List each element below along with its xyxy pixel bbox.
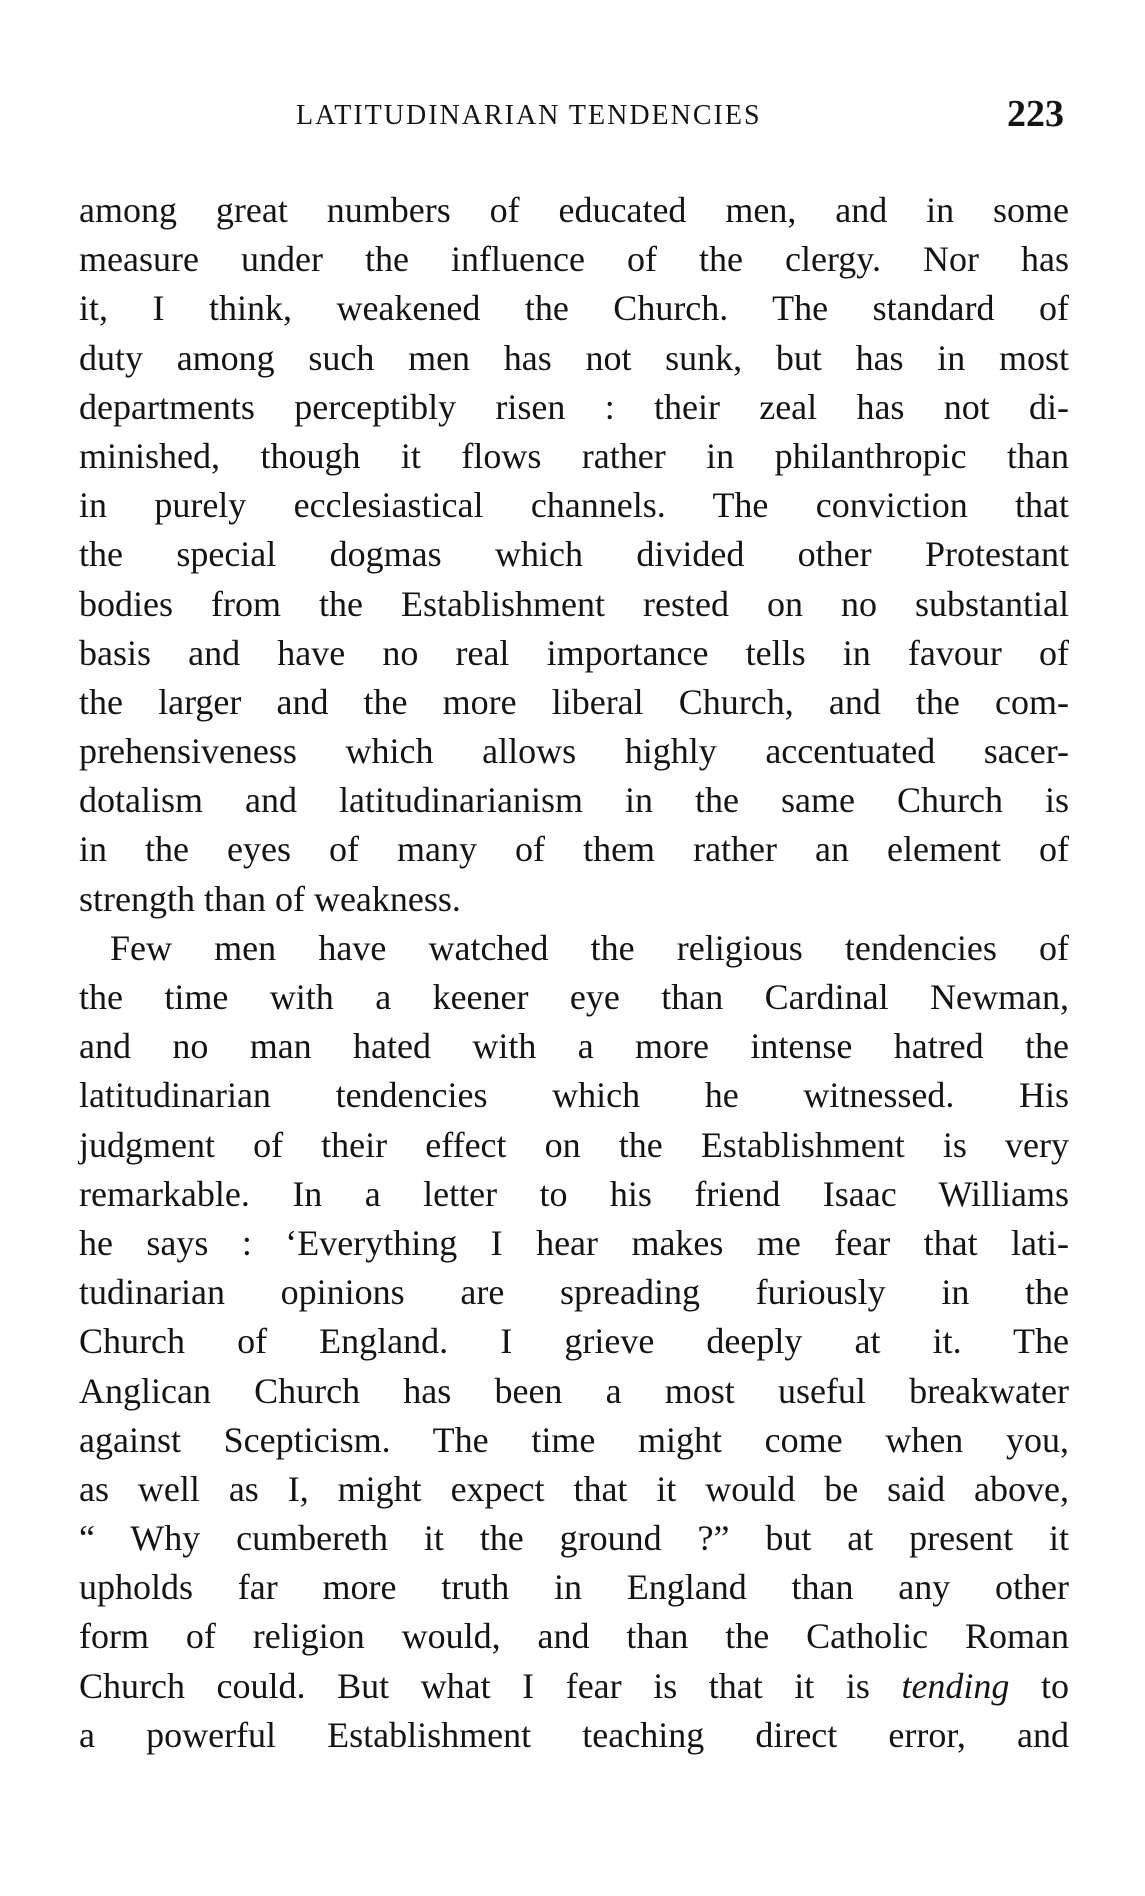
text-line: he says : ‘Everything I hear makes me fear that lati- — [79, 1222, 1069, 1263]
text-line: among great numbers of educated men, and in some — [79, 190, 1069, 230]
text-line: bodies from the Establishment rested on no substantial — [79, 583, 1069, 624]
text-line: measure under the influence of the clergy. Nor has — [79, 239, 1069, 280]
text-line: dotalism and latitudinarianism in the same Church is — [79, 780, 1069, 821]
text-line: basis and have no real importance tells in favour of — [79, 632, 1069, 673]
text-line: the larger and the more liberal Church, and the com- — [79, 681, 1069, 722]
text-line: against Scepticism. The time might come when you, — [79, 1419, 1069, 1460]
text-line: Anglican Church has been a most useful breakwater — [79, 1370, 1069, 1411]
text-line: the special dogmas which divided other Protestant — [79, 534, 1069, 575]
body-text — [79, 186, 1069, 1760]
text-line: Few men have watched the religious tendencies of — [110, 927, 1069, 968]
text-line: latitudinarian tendencies which he witnessed. His — [79, 1075, 1069, 1116]
text-line: the time with a keener eye than Cardinal Newman, — [79, 977, 1069, 1017]
text-line: form of religion would, and than the Catholic Roman — [79, 1616, 1069, 1657]
text-line: departments perceptibly risen : their zeal has not di- — [79, 386, 1069, 427]
page-number: 223 — [1007, 93, 1064, 135]
text-line: upholds far more truth in England than any other — [79, 1567, 1069, 1608]
text-line: Church of England. I grieve deeply at it. The — [79, 1321, 1069, 1362]
text-line: prehensiveness which allows highly accentuated sacer- — [79, 731, 1069, 772]
text-line: strength than of weakness. — [79, 878, 461, 919]
text-line: it, I think, weakened the Church. The standard of — [79, 288, 1069, 329]
text-line: as well as I, might expect that it would be said above, — [79, 1468, 1069, 1509]
text-line: and no man hated with a more intense hatred the — [79, 1026, 1069, 1067]
text-line: remarkable. In a letter to his friend Isaac Williams — [79, 1173, 1069, 1214]
text-line: judgment of their effect on the Establishment is very — [79, 1124, 1069, 1165]
text-line: in the eyes of many of them rather an element of — [79, 829, 1069, 870]
text-segment: Church could. But what I fear is that it is — [79, 1665, 902, 1706]
text-line: tudinarian opinions are spreading furiously in the — [79, 1272, 1069, 1313]
text-line: a powerful Establishment teaching direct error, and — [79, 1714, 1069, 1755]
running-head — [78, 92, 1070, 142]
text-line: minished, though it flows rather in philanthropic than — [79, 435, 1069, 476]
text-segment: to — [1009, 1665, 1069, 1706]
text-line: in purely ecclesiastical channels. The conviction that — [79, 485, 1069, 526]
text-line: duty among such men has not sunk, but has in most — [79, 337, 1069, 378]
running-title: LATITUDINARIAN TENDENCIES — [296, 100, 762, 131]
italic-word: tending — [901, 1665, 1010, 1706]
text-line: “ Why cumbereth it the ground ?” but at present it — [79, 1518, 1069, 1559]
text-line-with-italic — [79, 1662, 1069, 1711]
